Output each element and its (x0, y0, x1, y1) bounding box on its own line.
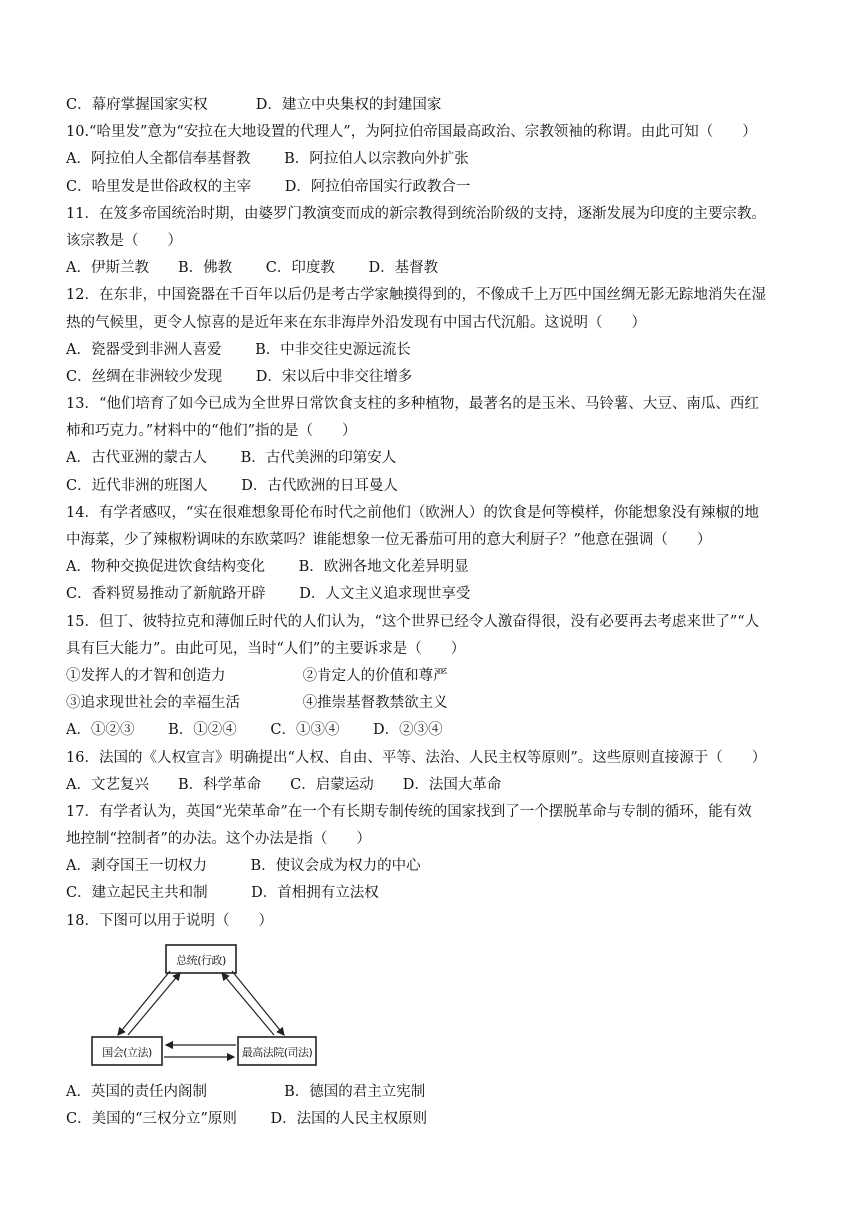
text-line: 16．法国的《人权宣言》明确提出“人权、自由、平等、法治、人民主权等原则”。这些原则直接源于（ ） (66, 749, 767, 766)
left-box-label: 国会(立法) (102, 1045, 152, 1059)
text-line: C．丝绸在非洲较少发现 D．宋以后中非交往增多 (66, 368, 413, 385)
text-line: C．哈里发是世俗政权的主宰 D．阿拉伯帝国实行政教合一 (66, 178, 471, 195)
exam-page (66, 92, 806, 1133)
text-line: A．古代亚洲的蒙古人 B．古代美洲的印第安人 (66, 450, 397, 467)
text-line: 18．下图可以用于说明（ ） (66, 912, 273, 929)
text-line: 12．在东非，中国瓷器在千百年以后仍是考古学家触摸得到的，不像成千上万匹中国丝绸无影无踪地消失在湿 (66, 287, 766, 304)
text-line: C．美国的“三权分立”原则 D．法国的人民主权原则 (66, 1111, 428, 1127)
text-line: 10.“哈里发”意为“安拉在大地设置的代理人”，为阿拉伯帝国最高政治、宗教领袖的称谓。由此可知（ ） (66, 124, 757, 141)
text-line: ①发挥人的才智和创造力 ②肯定人的价值和尊严 (66, 667, 448, 684)
text-line: 柿和巧克力。”材料中的“他们”指的是（ ） (66, 423, 357, 440)
text-line: 17．有学者认为，英国“光荣革命”在一个有长期专制传统的国家找到了一个摆脱革命与专制的循环，能有效 (66, 803, 752, 820)
text-line: A．①②③ B．①②④ C．①③④ D．②③④ (66, 722, 443, 739)
text-line: C．近代非洲的班图人 D．古代欧洲的日耳曼人 (66, 477, 398, 494)
text-line: 14．有学者感叹，“实在很难想象哥伦布时代之前他们（欧洲人）的饮食是何等模样，你能想象没有辣椒的地 (66, 504, 759, 521)
text-line: A．剥夺国王一切权力 B．使议会成为权力的中心 (66, 858, 421, 875)
text-line: A．文艺复兴 B．科学革命 C．启蒙运动 D．法国大革命 (66, 776, 502, 793)
text-line: 11．在笈多帝国统治时期，由婆罗门教演变而成的新宗教得到统治阶级的支持，逐渐发展为印度的主要宗教。 (66, 205, 766, 222)
text-line: A．物种交换促进饮食结构变化 B．欧洲各地文化差异明显 (66, 559, 469, 576)
right-box-label: 最高法院(司法) (241, 1045, 313, 1059)
text-line: A．伊斯兰教 B．佛教 C．印度教 D．基督教 (66, 260, 439, 277)
text-line: ③追求现世社会的幸福生活 ④推崇基督教禁欲主义 (66, 695, 448, 712)
answer-options-18 (66, 1079, 806, 1133)
text-line: 热的气候里，更令人惊喜的是近年来在东非海岸外沿发现有中国古代沉船。这说明（ ） (66, 314, 646, 331)
text-line: 中海菜，少了辣椒粉调味的东欧菜吗？谁能想象一位无番茄可用的意大利厨子？”他意在强调（ ） (66, 532, 712, 548)
question-lines (66, 92, 806, 935)
text-line: C．幕府掌握国家实权 D．建立中央集权的封建国家 (66, 97, 442, 113)
top-box-label: 总统(行政) (176, 953, 226, 967)
text-line: A．瓷器受到非洲人喜爱 B．中非交往史源远流长 (66, 341, 411, 358)
text-line: 13．“他们培育了如今已成为全世界日常饮食支柱的多种植物，最著名的是玉米、马铃薯、大豆、南瓜、西红 (66, 396, 759, 413)
separation-of-powers-diagram (88, 941, 328, 1071)
text-line: 具有巨大能力”。由此可见，当时“人们”的主要诉求是（ ） (66, 640, 466, 657)
text-line: A．英国的责任内阁制 B．德国的君主立宪制 (66, 1083, 426, 1100)
text-line: A．阿拉伯人全都信奉基督教 B．阿拉伯人以宗教向外扩张 (66, 151, 469, 168)
text-line: 地控制“控制者”的办法。这个办法是指（ ） (66, 831, 371, 848)
text-line: 该宗教是（ ） (66, 232, 182, 249)
text-line: C．香料贸易推动了新航路开辟 D．人文主义追求现世享受 (66, 586, 471, 603)
text-line: 15．但丁、彼特拉克和薄伽丘时代的人们认为，“这个世界已经令人激奋得很，没有必要再去考虑来世了”“人 (66, 613, 760, 630)
text-line: C．建立起民主共和制 D．首相拥有立法权 (66, 885, 379, 902)
